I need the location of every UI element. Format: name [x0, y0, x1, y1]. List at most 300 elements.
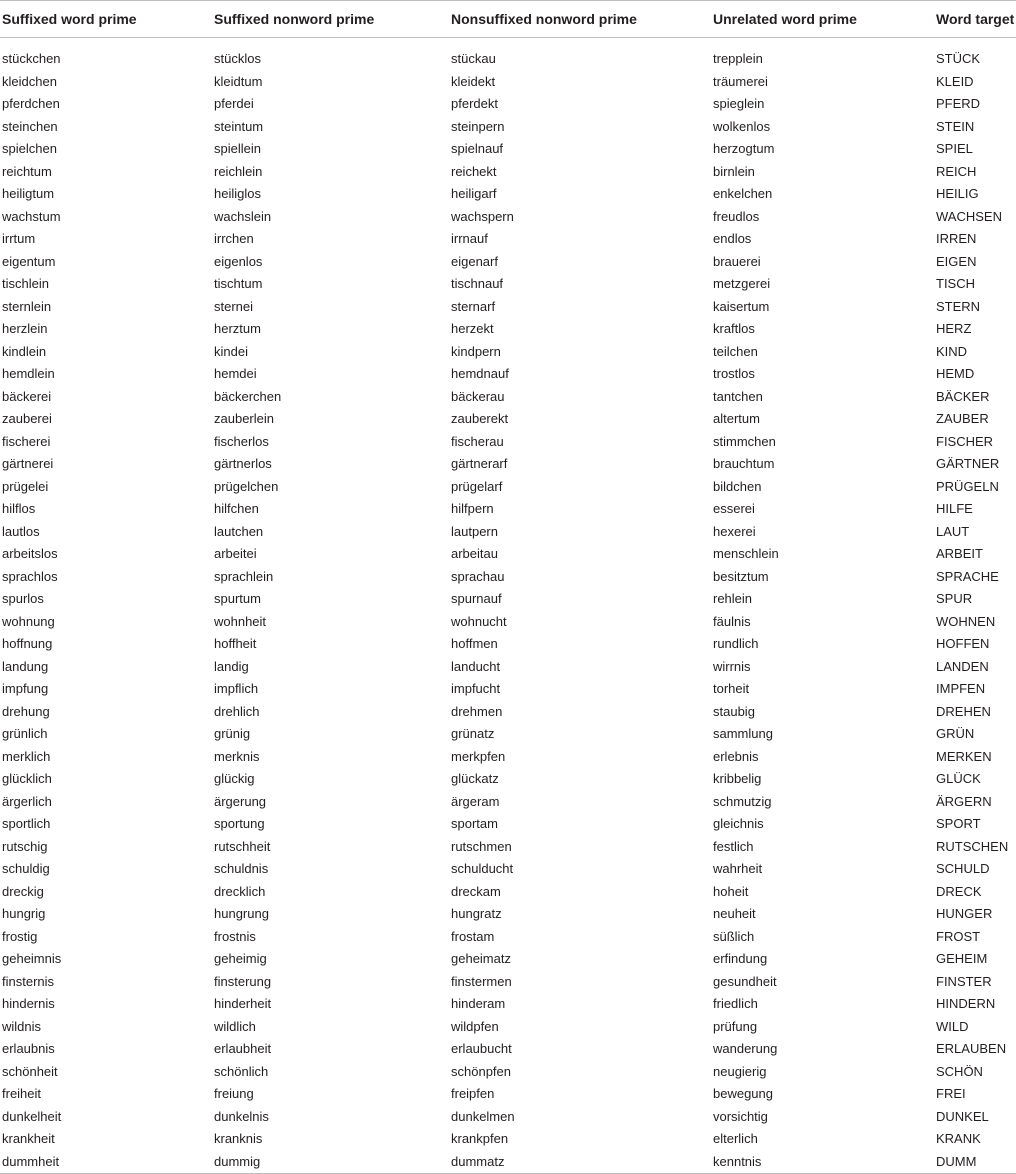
cell-suffixed-nonword-prime: sprachlein	[214, 568, 274, 584]
cell-nonsuffixed-nonword-prime: eigenarf	[451, 253, 498, 269]
cell-suffixed-nonword-prime: stücklos	[214, 51, 261, 66]
cell-unrelated-word-prime: brauchtum	[713, 456, 775, 471]
cell-unrelated-word-prime: brauerei	[713, 253, 761, 269]
cell-suffixed-word-prime: landung	[2, 658, 49, 674]
cell-suffixed-nonword-prime: herztum	[214, 321, 261, 336]
cell-word-target: FISCHER	[936, 433, 994, 449]
cell-unrelated-word-prime: neugierig	[713, 1063, 767, 1079]
cell-unrelated-word-prime: vorsichtig	[713, 1108, 768, 1124]
cell-suffixed-nonword-prime: drecklich	[214, 883, 266, 899]
cell-suffixed-nonword-prime: merknis	[214, 748, 260, 764]
cell-suffixed-word-prime: dummheit	[0, 1151, 212, 1174]
table-row	[0, 93, 1016, 116]
cell-suffixed-word-prime: fischerei	[2, 433, 51, 449]
column-header-word-target: Word target	[934, 1, 1016, 38]
cell-unrelated-word-prime: fäulnis	[713, 613, 751, 629]
cell-suffixed-word-prime: steinchen	[2, 118, 58, 134]
cell-suffixed-nonword-prime: sternei	[214, 298, 254, 314]
cell-nonsuffixed-nonword-prime: schulducht	[451, 861, 514, 876]
cell-unrelated-word-prime: metzgerei	[713, 276, 771, 291]
cell-suffixed-nonword-prime: impflich	[214, 681, 259, 696]
cell-suffixed-nonword-prime: kindei	[214, 343, 248, 359]
cell-suffixed-nonword-prime: geheimig	[214, 951, 267, 966]
cell-word-target: FROST	[936, 928, 981, 944]
table-row	[0, 678, 1016, 701]
cell-suffixed-word-prime: drehung	[2, 703, 50, 719]
table-row	[0, 903, 1016, 926]
cell-word-target: BÄCKER	[936, 388, 990, 404]
cell-suffixed-word-prime: merklich	[2, 748, 51, 764]
cell-unrelated-word-prime: esserei	[713, 501, 755, 516]
cell-suffixed-nonword-prime: tischtum	[214, 276, 263, 291]
cell-suffixed-word-prime: irrtum	[2, 231, 36, 246]
cell-nonsuffixed-nonword-prime: krankpfen	[451, 1131, 509, 1146]
cell-word-target: HEMD	[936, 366, 975, 381]
cell-nonsuffixed-nonword-prime: zauberekt	[451, 411, 509, 426]
cell-suffixed-nonword-prime: landig	[214, 658, 249, 674]
cell-suffixed-nonword-prime: heiliglos	[214, 186, 261, 201]
cell-nonsuffixed-nonword-prime: sprachau	[451, 568, 505, 584]
table-row	[0, 431, 1016, 454]
cell-suffixed-word-prime: sportlich	[2, 816, 51, 831]
table-row	[0, 228, 1016, 251]
cell-nonsuffixed-nonword-prime: merkpfen	[451, 748, 506, 764]
cell-unrelated-word-prime: kraftlos	[713, 321, 755, 336]
table-row	[0, 881, 1016, 904]
table-row	[0, 1038, 1016, 1061]
cell-suffixed-word-prime: erlaubnis	[2, 1041, 55, 1056]
cell-word-target: SCHÖN	[936, 1063, 983, 1079]
cell-unrelated-word-prime: kenntnis	[711, 1151, 934, 1174]
column-header-unrelated-word-prime: Unrelated word prime	[711, 1, 934, 38]
table-row	[0, 948, 1016, 971]
table-row	[0, 521, 1016, 544]
cell-suffixed-word-prime: freiheit	[2, 1086, 42, 1101]
cell-nonsuffixed-nonword-prime: ärgeram	[451, 793, 500, 809]
cell-suffixed-nonword-prime: prügelchen	[214, 478, 279, 494]
cell-suffixed-word-prime: stückchen	[2, 51, 61, 66]
cell-word-target: DUMM	[934, 1151, 1016, 1174]
cell-nonsuffixed-nonword-prime: rutschmen	[451, 838, 512, 854]
cell-suffixed-word-prime: kleidchen	[2, 73, 57, 89]
cell-nonsuffixed-nonword-prime: sternarf	[451, 298, 496, 314]
table-row	[0, 161, 1016, 184]
table-row	[0, 971, 1016, 994]
cell-word-target: SPIEL	[936, 141, 973, 156]
cell-suffixed-nonword-prime: freiung	[214, 1086, 254, 1101]
cell-word-target: GRÜN	[936, 726, 975, 741]
table-row	[0, 1128, 1016, 1151]
cell-unrelated-word-prime: trostlos	[713, 366, 755, 381]
cell-word-target: REICH	[936, 163, 977, 179]
cell-nonsuffixed-nonword-prime: wohnucht	[451, 613, 507, 629]
table-row	[0, 791, 1016, 814]
cell-suffixed-nonword-prime: spiellein	[214, 141, 261, 156]
table-row	[0, 701, 1016, 724]
cell-nonsuffixed-nonword-prime: erlaubucht	[451, 1041, 512, 1056]
cell-word-target: WACHSEN	[936, 208, 1002, 224]
table-row	[0, 1083, 1016, 1106]
cell-word-target: ÄRGERN	[936, 793, 992, 809]
table-row	[0, 138, 1016, 161]
cell-word-target: KLEID	[936, 73, 974, 89]
cell-unrelated-word-prime: gesundheit	[713, 973, 777, 989]
cell-suffixed-word-prime: schuldig	[2, 861, 50, 876]
cell-suffixed-nonword-prime: hilfchen	[214, 501, 259, 516]
cell-unrelated-word-prime: wirrnis	[713, 658, 751, 674]
table-row	[0, 1016, 1016, 1039]
cell-nonsuffixed-nonword-prime: dummatz	[449, 1151, 711, 1174]
cell-word-target: SCHULD	[936, 861, 990, 876]
cell-suffixed-word-prime: frostig	[2, 928, 38, 944]
cell-nonsuffixed-nonword-prime: irrnauf	[451, 231, 488, 246]
cell-suffixed-word-prime: spielchen	[2, 141, 57, 156]
cell-unrelated-word-prime: neuheit	[713, 906, 756, 921]
cell-unrelated-word-prime: freudlos	[713, 208, 760, 224]
cell-nonsuffixed-nonword-prime: heiligarf	[451, 186, 497, 201]
cell-suffixed-word-prime: hoffnung	[2, 636, 53, 651]
cell-nonsuffixed-nonword-prime: fischerau	[451, 433, 504, 449]
cell-nonsuffixed-nonword-prime: arbeitau	[451, 546, 498, 561]
cell-nonsuffixed-nonword-prime: lautpern	[451, 523, 498, 539]
table-row	[0, 318, 1016, 341]
cell-unrelated-word-prime: schmutzig	[713, 793, 772, 809]
cell-nonsuffixed-nonword-prime: dunkelmen	[451, 1108, 515, 1124]
cell-nonsuffixed-nonword-prime: geheimatz	[451, 951, 511, 966]
cell-nonsuffixed-nonword-prime: stückau	[451, 51, 496, 66]
cell-nonsuffixed-nonword-prime: spurnauf	[451, 591, 502, 606]
cell-unrelated-word-prime: altertum	[713, 411, 760, 426]
cell-suffixed-word-prime: dreckig	[2, 883, 44, 899]
cell-word-target: HILFE	[936, 501, 973, 516]
cell-unrelated-word-prime: rehlein	[713, 591, 753, 606]
cell-unrelated-word-prime: trepplein	[713, 51, 763, 66]
cell-unrelated-word-prime: wahrheit	[713, 861, 763, 876]
table-row	[0, 611, 1016, 634]
cell-unrelated-word-prime: prüfung	[713, 1018, 758, 1034]
cell-suffixed-word-prime: finsternis	[2, 973, 55, 989]
cell-word-target: IRREN	[936, 231, 977, 246]
table-row	[0, 273, 1016, 296]
cell-suffixed-nonword-prime: wohnheit	[214, 613, 267, 629]
table-row	[0, 543, 1016, 566]
table-row	[0, 1106, 1016, 1129]
cell-nonsuffixed-nonword-prime: glückatz	[451, 771, 499, 786]
cell-word-target: SPRACHE	[936, 568, 999, 584]
cell-unrelated-word-prime: gleichnis	[713, 816, 764, 831]
cell-suffixed-word-prime: ärgerlich	[2, 793, 52, 809]
table-row	[0, 38, 1016, 71]
column-header-suffixed-nonword-prime: Suffixed nonword prime	[212, 1, 449, 38]
cell-nonsuffixed-nonword-prime: drehmen	[451, 703, 503, 719]
cell-nonsuffixed-nonword-prime: impfucht	[451, 681, 501, 696]
cell-suffixed-word-prime: pferdchen	[2, 96, 60, 111]
cell-unrelated-word-prime: teilchen	[713, 343, 758, 359]
cell-word-target: KRANK	[936, 1131, 981, 1146]
cell-unrelated-word-prime: wanderung	[713, 1041, 778, 1056]
cell-suffixed-word-prime: hindernis	[2, 996, 55, 1011]
cell-nonsuffixed-nonword-prime: wachspern	[451, 208, 514, 224]
cell-suffixed-word-prime: eigentum	[2, 253, 56, 269]
cell-unrelated-word-prime: friedlich	[713, 996, 758, 1011]
cell-nonsuffixed-nonword-prime: hilfpern	[451, 501, 494, 516]
table-row	[0, 341, 1016, 364]
cell-word-target: HINDERN	[936, 996, 996, 1011]
table-row	[0, 926, 1016, 949]
cell-word-target: SPORT	[936, 816, 981, 831]
table-row	[0, 476, 1016, 499]
table-row	[0, 836, 1016, 859]
cell-unrelated-word-prime: enkelchen	[713, 186, 773, 201]
cell-suffixed-word-prime: gärtnerei	[2, 456, 54, 471]
cell-suffixed-nonword-prime: fischerlos	[214, 433, 269, 449]
cell-unrelated-word-prime: kaisertum	[713, 298, 770, 314]
cell-suffixed-nonword-prime: glückig	[214, 771, 255, 786]
cell-unrelated-word-prime: kribbelig	[713, 771, 762, 786]
cell-nonsuffixed-nonword-prime: hinderam	[451, 996, 506, 1011]
cell-unrelated-word-prime: wolkenlos	[713, 118, 771, 134]
cell-nonsuffixed-nonword-prime: hoffmen	[451, 636, 498, 651]
cell-word-target: PRÜGELN	[936, 478, 999, 494]
cell-suffixed-nonword-prime: zauberlein	[214, 411, 274, 426]
cell-nonsuffixed-nonword-prime: steinpern	[451, 118, 505, 134]
cell-suffixed-word-prime: zauberei	[2, 411, 52, 426]
cell-suffixed-word-prime: wachstum	[2, 208, 61, 224]
cell-suffixed-word-prime: hungrig	[2, 906, 46, 921]
cell-word-target: DRECK	[936, 883, 982, 899]
cell-word-target: HUNGER	[936, 906, 993, 921]
cell-suffixed-nonword-prime: ärgerung	[214, 793, 267, 809]
cell-nonsuffixed-nonword-prime: grünatz	[451, 726, 495, 741]
cell-suffixed-word-prime: tischlein	[2, 276, 49, 291]
cell-nonsuffixed-nonword-prime: gärtnerarf	[451, 456, 508, 471]
table-row	[0, 1151, 1016, 1174]
cell-suffixed-nonword-prime: lautchen	[214, 523, 264, 539]
table-row	[0, 566, 1016, 589]
cell-suffixed-nonword-prime: dummig	[212, 1151, 449, 1174]
cell-unrelated-word-prime: sammlung	[713, 726, 773, 741]
cell-word-target: HOFFEN	[936, 636, 990, 651]
cell-suffixed-word-prime: wildnis	[2, 1018, 42, 1034]
cell-suffixed-nonword-prime: frostnis	[214, 928, 256, 944]
cell-word-target: HERZ	[936, 321, 972, 336]
cell-nonsuffixed-nonword-prime: pferdekt	[451, 96, 498, 111]
cell-nonsuffixed-nonword-prime: freipfen	[451, 1086, 495, 1101]
cell-unrelated-word-prime: träumerei	[713, 73, 768, 89]
table-row	[0, 813, 1016, 836]
cell-suffixed-word-prime: heiligtum	[2, 186, 55, 201]
cell-word-target: SPUR	[936, 591, 973, 606]
table-row	[0, 363, 1016, 386]
cell-suffixed-word-prime: reichtum	[2, 163, 52, 179]
cell-unrelated-word-prime: bewegung	[713, 1086, 773, 1101]
cell-nonsuffixed-nonword-prime: spielnauf	[451, 141, 504, 156]
cell-word-target: TISCH	[936, 276, 975, 291]
table-row	[0, 656, 1016, 679]
cell-suffixed-word-prime: hilflos	[2, 501, 36, 516]
cell-suffixed-word-prime: lautlos	[2, 523, 40, 539]
cell-word-target: STEIN	[936, 118, 975, 134]
cell-suffixed-nonword-prime: eigenlos	[214, 253, 263, 269]
cell-suffixed-nonword-prime: arbeitei	[214, 546, 257, 561]
cell-nonsuffixed-nonword-prime: schönpfen	[451, 1063, 511, 1079]
cell-unrelated-word-prime: bildchen	[713, 478, 762, 494]
cell-suffixed-nonword-prime: kranknis	[214, 1131, 263, 1146]
cell-word-target: EIGEN	[936, 253, 977, 269]
cell-suffixed-nonword-prime: hinderheit	[214, 996, 272, 1011]
cell-suffixed-word-prime: arbeitslos	[2, 546, 58, 561]
cell-suffixed-nonword-prime: grünig	[214, 726, 251, 741]
cell-nonsuffixed-nonword-prime: dreckam	[451, 883, 501, 899]
column-header-nonsuffixed-nonword-prime: Nonsuffixed nonword prime	[449, 1, 711, 38]
cell-word-target: LANDEN	[936, 658, 989, 674]
cell-nonsuffixed-nonword-prime: landucht	[451, 658, 501, 674]
cell-nonsuffixed-nonword-prime: hemdnauf	[451, 366, 509, 381]
cell-suffixed-nonword-prime: kleidtum	[214, 73, 263, 89]
cell-suffixed-nonword-prime: finsterung	[214, 973, 272, 989]
table-row	[0, 633, 1016, 656]
cell-suffixed-nonword-prime: steintum	[214, 118, 264, 134]
cell-suffixed-nonword-prime: gärtnerlos	[214, 456, 272, 471]
cell-suffixed-nonword-prime: hemdei	[214, 366, 257, 381]
cell-suffixed-nonword-prime: irrchen	[214, 231, 254, 246]
cell-suffixed-nonword-prime: hoffheit	[214, 636, 257, 651]
cell-word-target: FREI	[936, 1086, 966, 1101]
cell-suffixed-nonword-prime: wildlich	[214, 1018, 256, 1034]
cell-word-target: GÄRTNER	[936, 456, 1000, 471]
cell-word-target: STERN	[936, 298, 981, 314]
cell-suffixed-nonword-prime: dunkelnis	[214, 1108, 269, 1124]
cell-word-target: FINSTER	[936, 973, 992, 989]
cell-unrelated-word-prime: süßlich	[713, 928, 755, 944]
cell-unrelated-word-prime: hexerei	[713, 523, 756, 539]
cell-suffixed-nonword-prime: bäckerchen	[214, 388, 282, 404]
cell-word-target: DREHEN	[936, 703, 991, 719]
cell-word-target: RUTSCHEN	[936, 838, 1009, 854]
cell-suffixed-word-prime: prügelei	[2, 478, 49, 494]
table-row	[0, 588, 1016, 611]
cell-nonsuffixed-nonword-prime: reichekt	[451, 163, 497, 179]
cell-word-target: GLÜCK	[936, 771, 981, 786]
cell-nonsuffixed-nonword-prime: tischnauf	[451, 276, 504, 291]
cell-word-target: ZAUBER	[936, 411, 989, 426]
cell-word-target: KIND	[936, 343, 968, 359]
cell-suffixed-word-prime: sternlein	[2, 298, 52, 314]
cell-nonsuffixed-nonword-prime: finstermen	[451, 973, 512, 989]
cell-suffixed-nonword-prime: drehlich	[214, 703, 260, 719]
table-row	[0, 71, 1016, 94]
cell-word-target: IMPFEN	[936, 681, 986, 696]
cell-suffixed-word-prime: hemdlein	[2, 366, 55, 381]
cell-suffixed-word-prime: wohnung	[2, 613, 55, 629]
table-row	[0, 768, 1016, 791]
cell-word-target: LAUT	[936, 523, 970, 539]
cell-unrelated-word-prime: tantchen	[713, 388, 763, 404]
cell-suffixed-nonword-prime: reichlein	[214, 163, 263, 179]
cell-word-target: WOHNEN	[936, 613, 996, 629]
cell-nonsuffixed-nonword-prime: frostam	[451, 928, 495, 944]
cell-suffixed-nonword-prime: erlaubheit	[214, 1041, 272, 1056]
cell-suffixed-word-prime: spurlos	[2, 591, 44, 606]
cell-suffixed-word-prime: schönheit	[2, 1063, 58, 1079]
column-header-suffixed-word-prime: Suffixed word prime	[0, 1, 212, 38]
cell-nonsuffixed-nonword-prime: bäckerau	[451, 388, 505, 404]
table-body	[0, 38, 1016, 1174]
cell-suffixed-nonword-prime: sportung	[214, 816, 265, 831]
cell-unrelated-word-prime: elterlich	[713, 1131, 758, 1146]
table-row	[0, 206, 1016, 229]
table-row	[0, 858, 1016, 881]
cell-unrelated-word-prime: erfindung	[713, 951, 768, 966]
cell-suffixed-nonword-prime: schuldnis	[214, 861, 269, 876]
table-row	[0, 116, 1016, 139]
cell-nonsuffixed-nonword-prime: wildpfen	[451, 1018, 499, 1034]
cell-nonsuffixed-nonword-prime: prügelarf	[451, 478, 503, 494]
table-row	[0, 723, 1016, 746]
cell-suffixed-nonword-prime: hungrung	[214, 906, 269, 921]
cell-unrelated-word-prime: stimmchen	[713, 433, 776, 449]
cell-nonsuffixed-nonword-prime: kindpern	[451, 343, 501, 359]
cell-suffixed-word-prime: geheimnis	[2, 951, 62, 966]
cell-unrelated-word-prime: spieglein	[713, 96, 765, 111]
cell-word-target: ARBEIT	[936, 546, 983, 561]
cell-unrelated-word-prime: endlos	[713, 231, 752, 246]
cell-suffixed-nonword-prime: schönlich	[214, 1063, 269, 1079]
cell-word-target: HEILIG	[936, 186, 979, 201]
table-row	[0, 453, 1016, 476]
cell-word-target: PFERD	[936, 96, 981, 111]
table-row	[0, 296, 1016, 319]
cell-suffixed-nonword-prime: rutschheit	[214, 838, 271, 854]
cell-nonsuffixed-nonword-prime: herzekt	[451, 321, 494, 336]
cell-unrelated-word-prime: erlebnis	[713, 748, 759, 764]
cell-word-target: DUNKEL	[936, 1108, 989, 1124]
cell-word-target: ERLAUBEN	[936, 1041, 1007, 1056]
cell-unrelated-word-prime: torheit	[713, 681, 750, 696]
cell-suffixed-word-prime: herzlein	[2, 321, 48, 336]
cell-suffixed-nonword-prime: wachslein	[214, 208, 272, 224]
cell-unrelated-word-prime: herzogtum	[713, 141, 775, 156]
table-row	[0, 408, 1016, 431]
cell-suffixed-word-prime: glücklich	[2, 771, 52, 786]
header-row	[0, 1, 1016, 38]
table-row	[0, 498, 1016, 521]
cell-word-target: GEHEIM	[936, 951, 988, 966]
cell-suffixed-word-prime: krankheit	[2, 1131, 55, 1146]
table-row	[0, 1061, 1016, 1084]
cell-suffixed-nonword-prime: pferdei	[214, 96, 254, 111]
cell-suffixed-word-prime: impfung	[2, 681, 49, 696]
table-row	[0, 746, 1016, 769]
table-row	[0, 993, 1016, 1016]
cell-unrelated-word-prime: besitztum	[713, 568, 769, 584]
cell-nonsuffixed-nonword-prime: kleidekt	[451, 73, 496, 89]
cell-nonsuffixed-nonword-prime: hungratz	[451, 906, 502, 921]
cell-suffixed-word-prime: grünlich	[2, 726, 48, 741]
table-row	[0, 183, 1016, 206]
cell-suffixed-word-prime: sprachlos	[2, 568, 58, 584]
cell-word-target: MERKEN	[936, 748, 992, 764]
cell-unrelated-word-prime: rundlich	[713, 636, 759, 651]
cell-nonsuffixed-nonword-prime: sportam	[451, 816, 498, 831]
cell-suffixed-nonword-prime: spurtum	[214, 591, 261, 606]
table-row	[0, 386, 1016, 409]
cell-suffixed-word-prime: dunkelheit	[2, 1108, 62, 1124]
cell-suffixed-word-prime: rutschig	[2, 838, 48, 854]
cell-unrelated-word-prime: festlich	[713, 838, 754, 854]
table-row	[0, 251, 1016, 274]
cell-unrelated-word-prime: menschlein	[713, 546, 779, 561]
